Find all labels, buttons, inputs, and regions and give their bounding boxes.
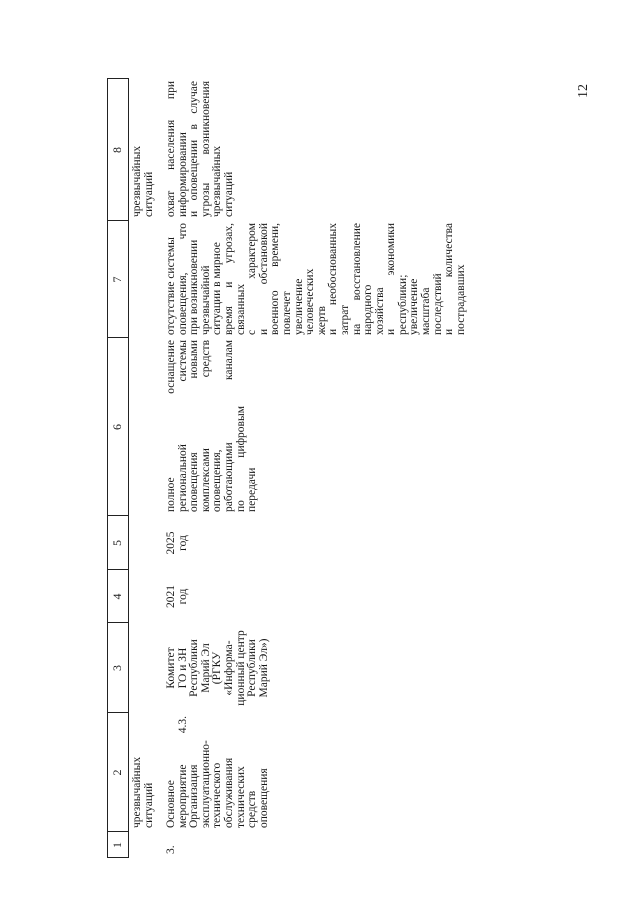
text-line: Марий Эл») [257, 638, 270, 698]
text-line: затрат [338, 304, 351, 335]
text-line: и необоснованных [327, 223, 340, 335]
text-line: Организация [188, 764, 201, 828]
rotated-table [107, 78, 637, 858]
header-col-8: 8 [110, 147, 124, 153]
text-line: оповещения, [211, 449, 224, 512]
text-line: время и угрозах, [222, 223, 235, 335]
text-line: технического [211, 762, 224, 828]
text-line: чрезвычайных [211, 145, 224, 217]
text-line: угрозы возникновения [199, 81, 212, 217]
text-line: мероприятие 4.3. [176, 716, 189, 828]
text-line: каналам [222, 340, 235, 380]
text-line: военного времени, [269, 223, 282, 335]
text-line: 2021 [165, 585, 177, 608]
text-line: (РГКУ [211, 651, 224, 685]
text-line: хозяйства [373, 287, 386, 335]
text-line: «Информа- [222, 640, 235, 696]
text-line: ситуаций [142, 171, 155, 217]
carryover-col2 [132, 716, 155, 828]
text-line: ситуаций [222, 171, 235, 217]
header-col-7: 7 [110, 276, 124, 283]
text-line: средств [246, 790, 259, 828]
event-cell [166, 716, 270, 828]
text-line: оснащение [165, 340, 177, 394]
text-line: ситуаций [142, 782, 155, 828]
text-line: оповещения [257, 768, 270, 828]
page-number: 12 [576, 84, 591, 98]
text-line: ционный центр [234, 630, 247, 706]
text-line: Республики [188, 639, 201, 697]
row-number-text: 3. [165, 845, 177, 854]
header-col-1: 1 [110, 842, 124, 848]
text-line: эксплуатационно- [199, 740, 212, 828]
text-line: работающими [222, 442, 235, 512]
text-line: передачи [246, 467, 259, 512]
text-line: по цифровым [234, 406, 247, 512]
text-line: народного [362, 284, 375, 335]
text-line: информировании [176, 132, 189, 217]
text-line: пострадавших [454, 264, 467, 335]
text-line: оповещения, что [176, 223, 189, 335]
text-line: год [176, 588, 189, 605]
text-line: Марий Эл [199, 643, 212, 693]
text-line: Основное [165, 780, 177, 828]
text-line: и оповещении в случае [188, 81, 201, 217]
result-cell-right [166, 340, 236, 404]
text-line: и обстановкой [257, 223, 270, 335]
header-col-3: 3 [110, 665, 124, 671]
text-line: человеческих [304, 268, 317, 335]
text-line: ситуации в мирное [211, 242, 224, 335]
row-number [166, 834, 178, 854]
text-line: технических [234, 766, 247, 828]
text-line: Республики [246, 639, 259, 697]
header-bottom-border [128, 78, 129, 858]
text-line: увеличение [292, 278, 305, 335]
indicator-cell [166, 81, 236, 217]
header-col-4: 4 [110, 593, 124, 600]
text-line: оповещения [188, 452, 201, 512]
text-line: повлечет [280, 291, 293, 335]
text-line: и экономики [385, 223, 398, 335]
text-line: чрезвычайных [131, 145, 143, 217]
text-line: республики; [396, 274, 409, 335]
header-col-2: 2 [110, 769, 124, 776]
text-line: региональной [176, 444, 189, 512]
start-year-cell [166, 571, 189, 622]
text-line: масштаба [420, 287, 433, 335]
text-line: Комитет [165, 647, 177, 689]
text-line: жертв [315, 306, 328, 335]
header-col-6: 6 [110, 424, 124, 430]
text-line: системы [176, 340, 189, 382]
text-line: последствий [431, 273, 444, 335]
end-year-cell [166, 517, 189, 569]
result-cell-left [166, 406, 259, 512]
executor-cell [166, 624, 270, 712]
text-line: обслуживания [222, 757, 235, 828]
consequences-cell [166, 223, 467, 335]
carryover-col8 [132, 81, 155, 217]
text-line: ГО и ЗН [176, 647, 189, 689]
text-line: и количества [443, 223, 456, 335]
text-line: чрезвычайных [131, 756, 143, 828]
text-line: отсутствие системы [165, 237, 177, 335]
header-col-5: 5 [110, 540, 124, 546]
text-line: связанных [234, 283, 247, 335]
text-line: 2025 [165, 531, 177, 555]
text-line: новыми [188, 340, 201, 379]
text-line: год [176, 535, 189, 551]
text-line: охват населения при [165, 81, 177, 217]
text-line: чрезвычайной [199, 265, 212, 335]
text-line: на восстановление [350, 223, 363, 335]
text-line: средств [199, 340, 212, 378]
text-line: увеличение [408, 278, 421, 335]
text-line: с характером [246, 223, 259, 335]
text-line: комплексами [199, 448, 212, 512]
text-line: полное [165, 477, 177, 512]
text-line: при возникновении [188, 239, 201, 335]
